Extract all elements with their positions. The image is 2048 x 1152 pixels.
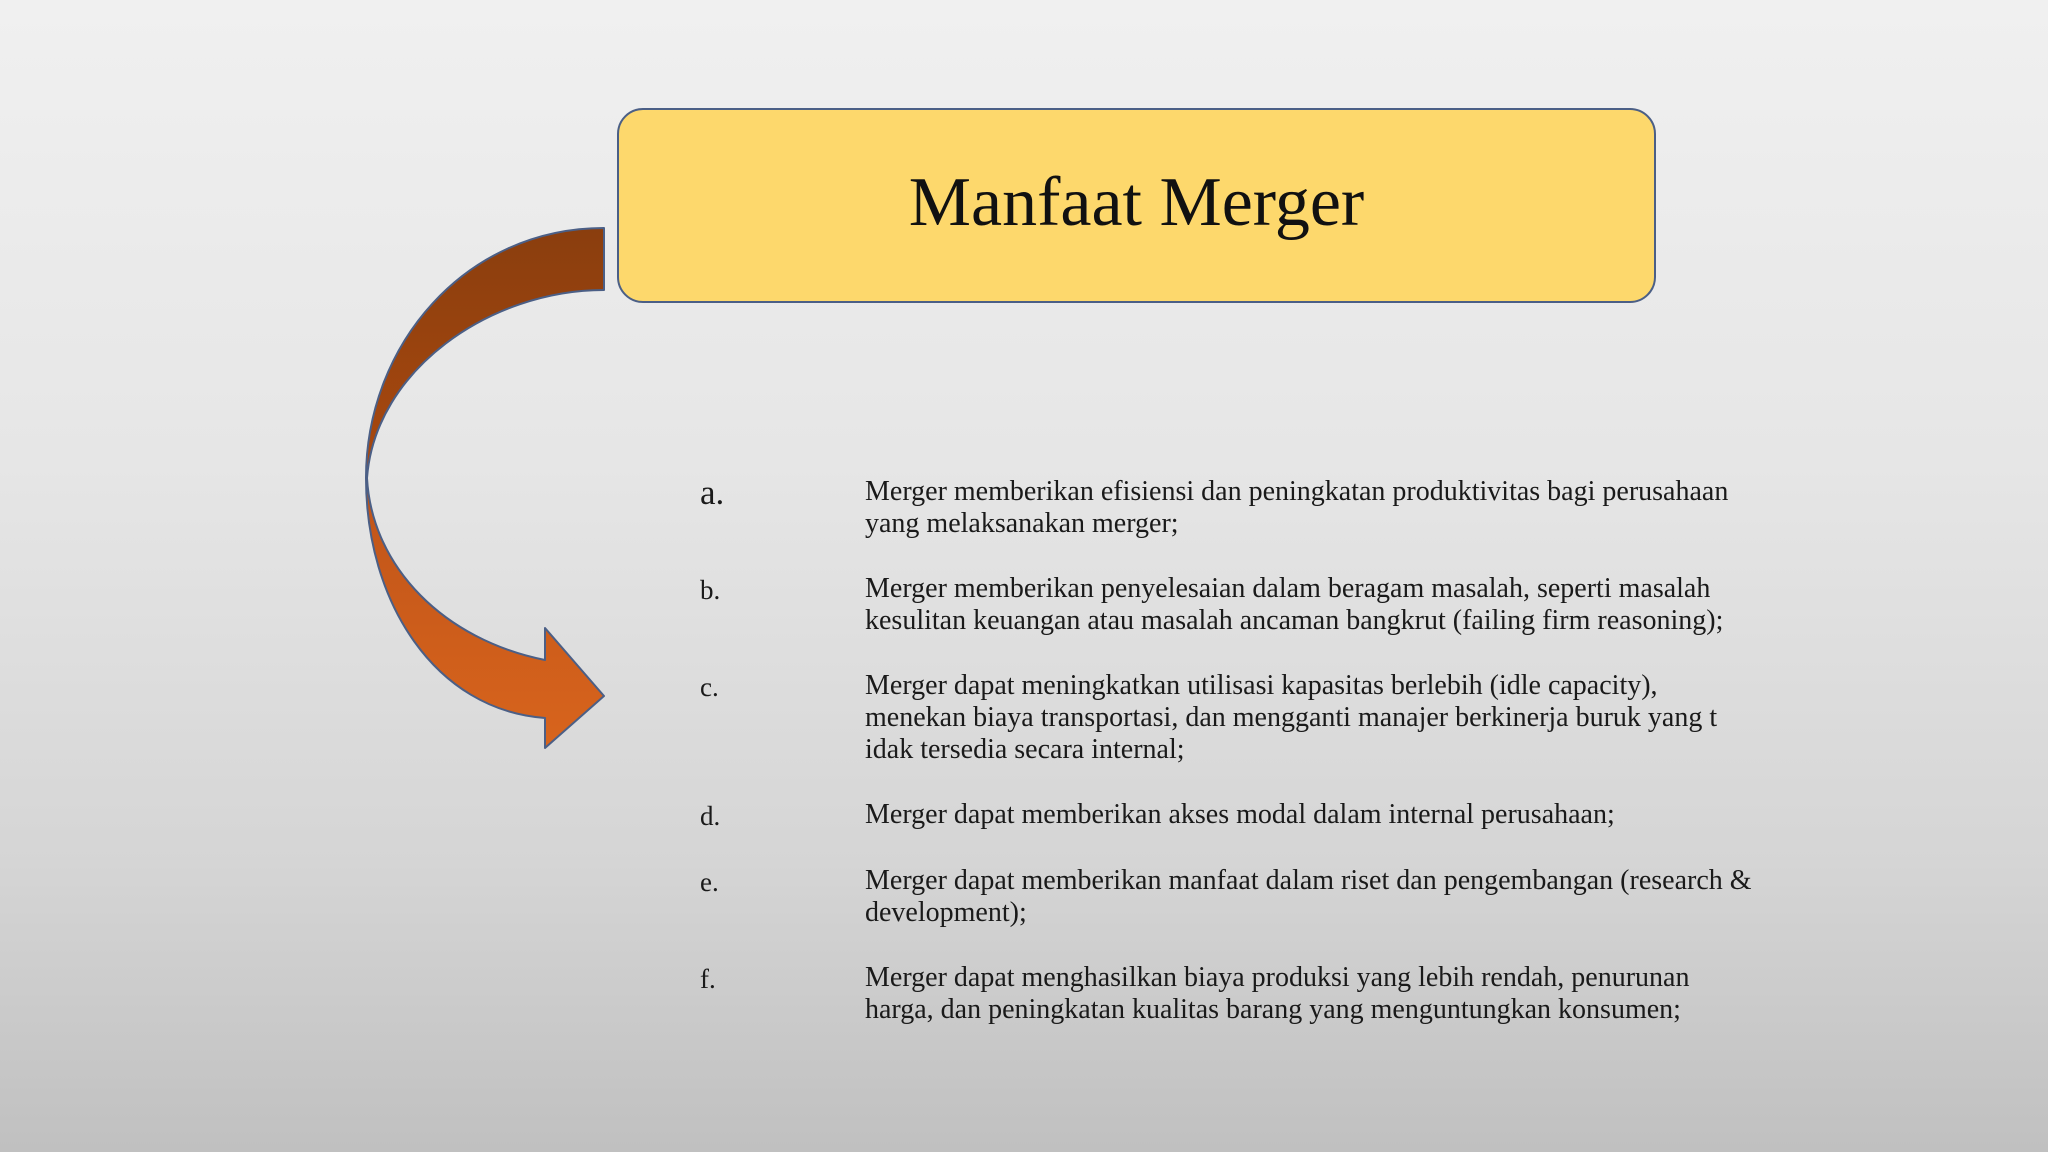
- list-marker: f.: [700, 964, 716, 994]
- list-item: [700, 865, 1920, 929]
- list-item-text: Merger dapat memberikan akses modal dalam internal perusahaan;: [865, 799, 1615, 830]
- list-item-text: Merger memberikan efisiensi dan peningkatan produktivitas bagi perusahaan yang melaksanakan merger;: [865, 476, 1729, 539]
- title-box: [617, 108, 1656, 303]
- list-item: [700, 962, 1920, 1026]
- list-item: [700, 573, 1920, 637]
- list-marker: c.: [700, 672, 719, 702]
- list-item-text: Merger dapat menghasilkan biaya produksi yang lebih rendah, penurunan harga, dan peningkatan kualitas barang yang menguntungkan konsumen;: [865, 962, 1690, 1025]
- list-item-text: Merger dapat memberikan manfaat dalam riset dan pengembangan (research & development);: [865, 865, 1752, 928]
- list-marker: e.: [700, 867, 719, 897]
- list-marker: b.: [700, 575, 721, 605]
- list-item: [700, 473, 1920, 540]
- list-marker: d.: [700, 801, 721, 831]
- list-item-text: Merger dapat meningkatkan utilisasi kapasitas berlebih (idle capacity), menekan biaya transportasi, dan mengganti manajer berkinerja buruk yang t idak tersedia secara internal;: [865, 670, 1718, 765]
- benefits-list: [700, 473, 1920, 1059]
- list-item: [700, 670, 1920, 766]
- list-marker: a.: [700, 473, 725, 512]
- list-item: [700, 799, 1920, 832]
- slide-title: Manfaat Merger: [908, 163, 1365, 241]
- list-item-text: Merger memberikan penyelesaian dalam beragam masalah, seperti masalah kesulitan keuangan atau masalah ancaman bangkrut (failing firm reasoning);: [865, 573, 1724, 636]
